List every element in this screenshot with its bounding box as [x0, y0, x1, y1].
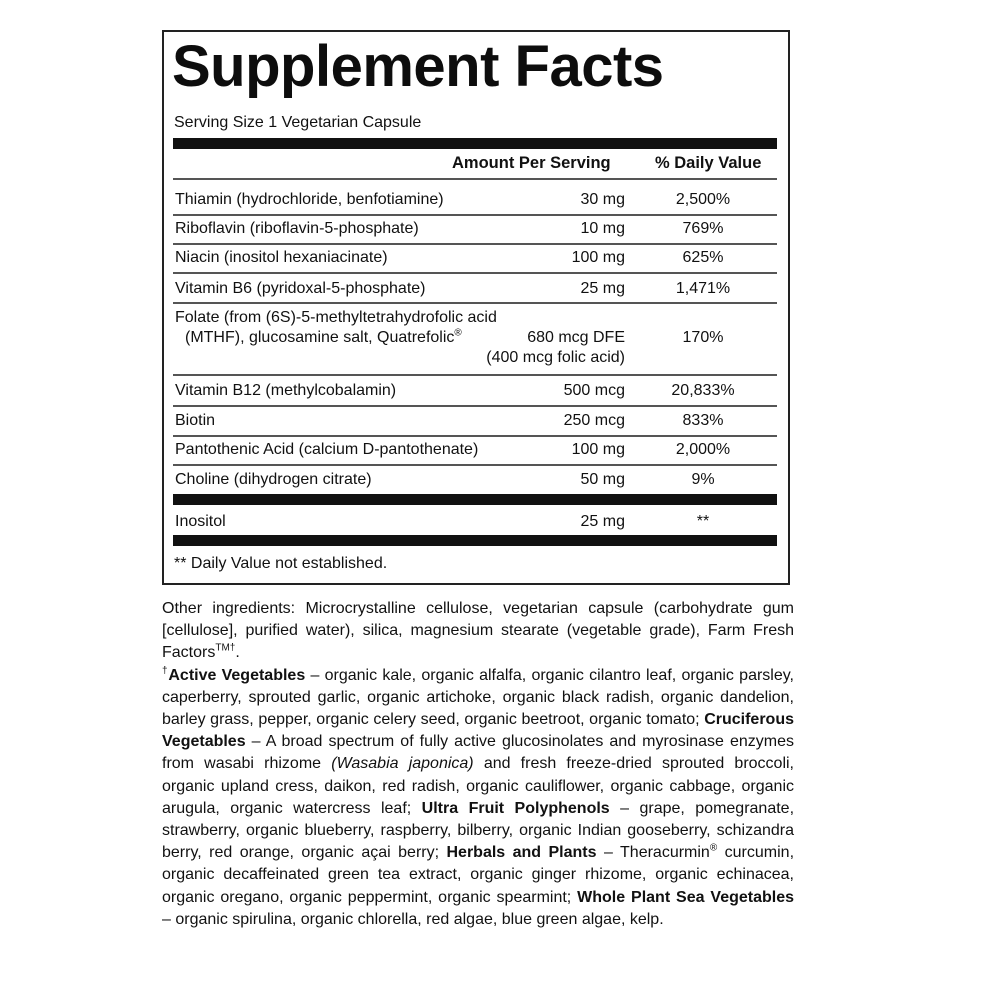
registered-mark: ®: [709, 842, 718, 854]
divider: [173, 435, 777, 437]
nutrient-amount: 25 mg: [580, 513, 625, 530]
nutrient-name: Riboflavin (riboflavin-5-phosphate): [175, 220, 419, 237]
nutrient-amount: 680 mcg DFE: [527, 329, 625, 346]
nutrient-name: Thiamin (hydrochloride, benfotiamine): [175, 191, 444, 208]
heading-ultra-fruit-polyphenols: Ultra Fruit Polyphenols: [421, 799, 610, 817]
nutrient-name: Vitamin B6 (pyridoxal-5-phosphate): [175, 280, 426, 297]
divider-thick-middle: [173, 494, 777, 505]
nutrient-name: Folate (from (6S)-5-methyltetrahydrofolic acid: [175, 309, 497, 326]
nutrient-amount: 250 mcg: [563, 412, 625, 429]
divider-thick-bottom: [173, 535, 777, 546]
nutrient-dv: 20,833%: [671, 382, 735, 399]
nutrient-name: Biotin: [175, 412, 216, 429]
nutrient-name: Vitamin B12 (methylcobalamin): [175, 382, 397, 399]
divider: [173, 405, 777, 407]
nutrient-dv: 1,471%: [675, 280, 731, 297]
nutrient-dv: 9%: [691, 471, 715, 488]
panel-title: Supplement Facts: [172, 34, 664, 99]
nutrient-dv: 2,000%: [675, 441, 731, 458]
column-header-dv: % Daily Value: [655, 154, 762, 172]
serving-size: Serving Size 1 Vegetarian Capsule: [174, 114, 422, 131]
heading-cruciferous-vegetables: Cruciferous Vegetables: [162, 711, 794, 751]
heading-active-vegetables: Active Vegetables: [168, 666, 306, 684]
trademark-mark: TM†: [215, 643, 236, 655]
active-ingredients: †Active Vegetables – organic kale, organic alfalfa, organic cilantro leaf, organic parsley, caperberry, sprouted garlic, organic artichoke, organic black radish, organic dandelion, barley grass, pepper, organic celery seed, organic beetroot, organic tomato; Cruciferous Vegetables – A broad spectrum of fully active glucosinolates and myrosinase enzymes from wasabi rhizome (Wasabia japonica) and fresh freeze-dried sprouted broccoli, organic upland cress, daikon, red radish, organic cauliflower, organic cabbage, organic arugula, organic watercress leaf; Ultra Fruit Polyphenols – grape, pomegranate, strawberry, organic blueberry, raspberry, bilberry, organic Indian gooseberry, schizandra berry, red orange, organic açai berry; Herbals and Plants – Theracurmin® curcumin, organic decaffeinated green tea extract, organic ginger rhizome, organic echinacea, organic oregano, organic peppermint, organic spearmint; Whole Plant Sea Vegetables – organic spirulina, organic chlorella, red algae, blue green algae, kelp.: [162, 665, 795, 928]
divider: [173, 464, 777, 466]
ingredients-text: [162, 598, 794, 931]
nutrient-dv: 769%: [682, 220, 724, 237]
nutrient-name: Niacin (inositol hexaniacinate): [175, 249, 388, 266]
nutrient-dv: **: [696, 513, 710, 530]
nutrient-amount: 10 mg: [580, 220, 625, 237]
divider: [173, 272, 777, 274]
nutrient-name: Choline (dihydrogen citrate): [175, 471, 372, 488]
nutrient-amount: 25 mg: [580, 280, 625, 297]
nutrient-name: Inositol: [175, 513, 226, 530]
divider: [173, 243, 777, 245]
footnote: ** Daily Value not established.: [174, 555, 388, 572]
nutrient-amount: 500 mcg: [563, 382, 625, 399]
heading-whole-plant-sea-vegetables: Whole Plant Sea Vegetables: [577, 888, 795, 906]
registered-mark: ®: [454, 327, 462, 339]
divider-thick-top: [173, 138, 777, 149]
dagger-mark: †: [162, 665, 169, 677]
nutrient-amount: 50 mg: [580, 471, 625, 488]
nutrient-name-continued: (MTHF), glucosamine salt, Quatrefolic®: [185, 327, 462, 346]
heading-herbals-and-plants: Herbals and Plants: [446, 844, 597, 862]
latin-name: (Wasabia japonica): [331, 755, 474, 773]
nutrient-amount: 30 mg: [580, 191, 625, 208]
nutrient-dv: 625%: [682, 249, 724, 266]
other-ingredients: Other ingredients: Microcrystalline cellulose, vegetarian capsule (carbohydrate gum [cellulose], purified water), silica, magnesium stearate (vegetable grade), Farm Fresh Factors$^{TM\dagger}$.: [162, 600, 794, 662]
divider: [173, 374, 777, 376]
nutrient-dv: 2,500%: [675, 191, 731, 208]
nutrient-amount: 100 mg: [571, 249, 625, 266]
nutrient-name: Pantothenic Acid (calcium D-pantothenate): [175, 441, 479, 458]
nutrient-amount: 100 mg: [571, 441, 625, 458]
divider: [173, 214, 777, 216]
nutrient-amount-note: (400 mcg folic acid): [486, 349, 625, 366]
nutrient-dv: 170%: [682, 329, 724, 346]
nutrient-dv: 833%: [682, 412, 724, 429]
column-header-amount: Amount Per Serving: [452, 154, 611, 172]
divider: [173, 178, 777, 180]
divider: [173, 302, 777, 304]
